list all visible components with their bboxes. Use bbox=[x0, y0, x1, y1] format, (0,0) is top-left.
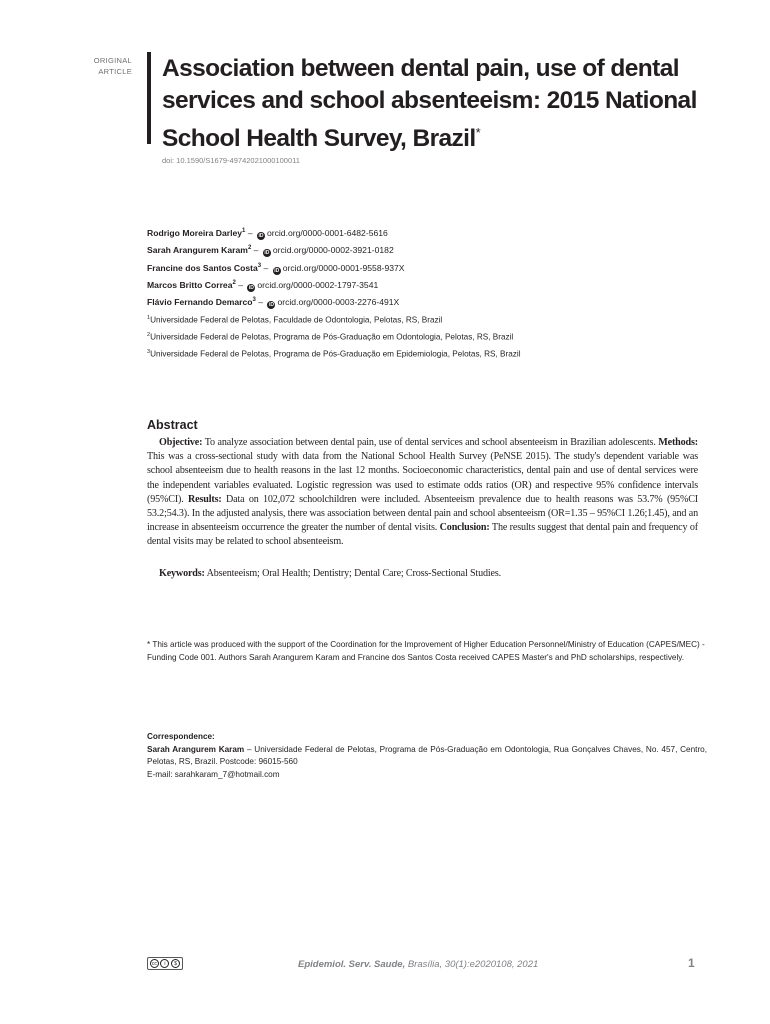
author-name: Marcos Britto Correa$^2$ bbox=[147, 279, 236, 290]
funding-footnote: * This article was produced with the support of the Coordination for the Improvement of Higher Education Personnel/Ministry of Education (CAPES/MEC) - Funding Code 001. Authors Sarah Arangurem Karam and Francine dos Santos Costa received CAPES Master's and PhD scholarships, respectively. bbox=[147, 640, 705, 662]
author-row: Marcos Britto Correa$^2$ – iD orcid.org/0000-0002-1797-3541 bbox=[147, 279, 379, 291]
results-label: Results: bbox=[188, 493, 222, 505]
author-name: Flávio Fernando Demarco$^3$ bbox=[147, 297, 256, 308]
page-number: 1 bbox=[688, 956, 695, 970]
keywords-text: Absenteeism; Oral Health; Dentistry; Dental Care; Cross-Sectional Studies. bbox=[204, 568, 502, 579]
correspondence-heading: Correspondence: bbox=[147, 732, 215, 741]
orcid-icon: iD bbox=[268, 302, 274, 309]
author-name: Rodrigo Moreira Darley$^1$ bbox=[147, 227, 246, 238]
affiliation-list bbox=[147, 311, 521, 363]
author-row: Flávio Fernando Demarco$^3$ – iD orcid.org/0000-0003-2276-491X bbox=[147, 297, 400, 309]
methods-text: This was a cross-sectional study with data from the National School Health Survey (PeNSE 2015). The study's dependent variable was school absenteeism due to health reasons in the last 12 months. Socioeconomic characteristics, dental pain and use of dental services were the independent variables evaluated. Logistic regression was used to estimate odds ratios (OR) and respective 95% confidence intervals (95%CI). bbox=[147, 451, 698, 505]
doi-link[interactable]: doi: 10.1590/S1679-49742021000100011 bbox=[162, 156, 300, 165]
article-type-line-2: ARTICLE bbox=[98, 67, 132, 76]
orcid-icon: iD bbox=[264, 250, 270, 257]
correspondence-address: – Universidade Federal de Pelotas, Programa de Pós-Graduação em Odontologia, Rua Gonçalves Chaves, No. 457, Centro, Pelotas, RS, Brazil. Postcode: 96015-560 bbox=[147, 744, 707, 766]
affiliation-item: $^2$Universidade Federal de Pelotas, Programa de Pós-Graduação em Odontologia, Pelotas, RS, Brazil bbox=[147, 332, 514, 342]
abstract-heading: Abstract bbox=[147, 418, 198, 432]
journal-issue: Brasília, 30(1):e2020108, 2021 bbox=[405, 959, 539, 970]
correspondence-block bbox=[147, 731, 707, 781]
orcid-icon: iD bbox=[248, 284, 254, 291]
correspondence-email[interactable]: E-mail: sarahkaram_7@hotmail.com bbox=[147, 769, 280, 779]
journal-name: Epidemiol. Serv. Saude, bbox=[298, 959, 406, 970]
author-list bbox=[147, 224, 405, 311]
author-row: Francine dos Santos Costa$^3$ – iD orcid.org/0000-0001-9558-937X bbox=[147, 262, 405, 274]
title-accent-bar bbox=[147, 52, 151, 144]
conclusion-label: Conclusion: bbox=[439, 522, 490, 534]
author-name: Sarah Arangurem Karam$^2$ bbox=[147, 245, 252, 256]
creative-commons-icon[interactable] bbox=[147, 957, 183, 970]
conclusion-text: The results suggest that dental pain and frequency of dental visits may be related to school absenteeism. bbox=[147, 522, 698, 548]
orcid-link[interactable]: orcid.org/0000-0002-3921-0182 bbox=[272, 245, 394, 256]
title-footnote-marker: * bbox=[475, 125, 481, 140]
affiliation-item: $^3$Universidade Federal de Pelotas, Programa de Pós-Graduação em Epidemiologia, Pelotas, RS, Brazil bbox=[147, 349, 521, 360]
abstract-body bbox=[147, 436, 698, 550]
cc-nc-icon: $ bbox=[171, 959, 180, 968]
correspondence-name: Sarah Arangurem Karam bbox=[147, 744, 245, 754]
objective-text: To analyze association between dental pain, use of dental services and school absenteeism in Brazilian adolescents. bbox=[202, 437, 659, 448]
cc-logo-icon: cc bbox=[151, 961, 157, 967]
journal-citation bbox=[298, 959, 538, 970]
affiliation-item: $^1$Universidade Federal de Pelotas, Faculdade de Odontologia, Pelotas, RS, Brazil bbox=[147, 315, 443, 325]
orcid-link[interactable]: orcid.org/0000-0001-6482-5616 bbox=[266, 227, 388, 238]
article-type-label bbox=[60, 55, 132, 77]
keywords bbox=[147, 567, 698, 581]
article-type-line-1: ORIGINAL bbox=[93, 56, 132, 65]
author-row: Sarah Arangurem Karam$^2$ – iD orcid.org/0000-0002-3921-0182 bbox=[147, 245, 394, 257]
orcid-icon: iD bbox=[258, 232, 264, 239]
results-text: Data on 102,072 schoolchildren were included. Absenteeism prevalence due to health reasons was 53.7% (95%CI 53.2;54.3). In the adjusted analysis, there was association between dental pain and school absenteeism (OR=1.35 – 95%CI 1.26;1.45), and an increase in absenteeism occurrence the greater the number of dental visits. bbox=[147, 493, 699, 534]
orcid-link[interactable]: orcid.org/0000-0003-2276-491X bbox=[277, 297, 400, 308]
keywords-label: Keywords: bbox=[159, 568, 205, 579]
cc-by-icon: i bbox=[160, 959, 169, 968]
article-title bbox=[162, 53, 722, 155]
orcid-icon: iD bbox=[274, 267, 280, 274]
objective-label: Objective: bbox=[159, 437, 203, 448]
orcid-link[interactable]: orcid.org/0000-0002-1797-3541 bbox=[257, 279, 379, 290]
article-title-text: Association between dental pain, use of dental services and school absenteeism: 2015 National School Health Survey, Brazil bbox=[162, 55, 697, 153]
methods-label: Methods: bbox=[658, 437, 698, 448]
orcid-link[interactable]: orcid.org/0000-0001-9558-937X bbox=[282, 262, 405, 273]
author-name: Francine dos Santos Costa$^3$ bbox=[147, 262, 262, 273]
author-row: Rodrigo Moreira Darley$^1$ – iD orcid.org/0000-0001-6482-5616 bbox=[147, 227, 388, 239]
